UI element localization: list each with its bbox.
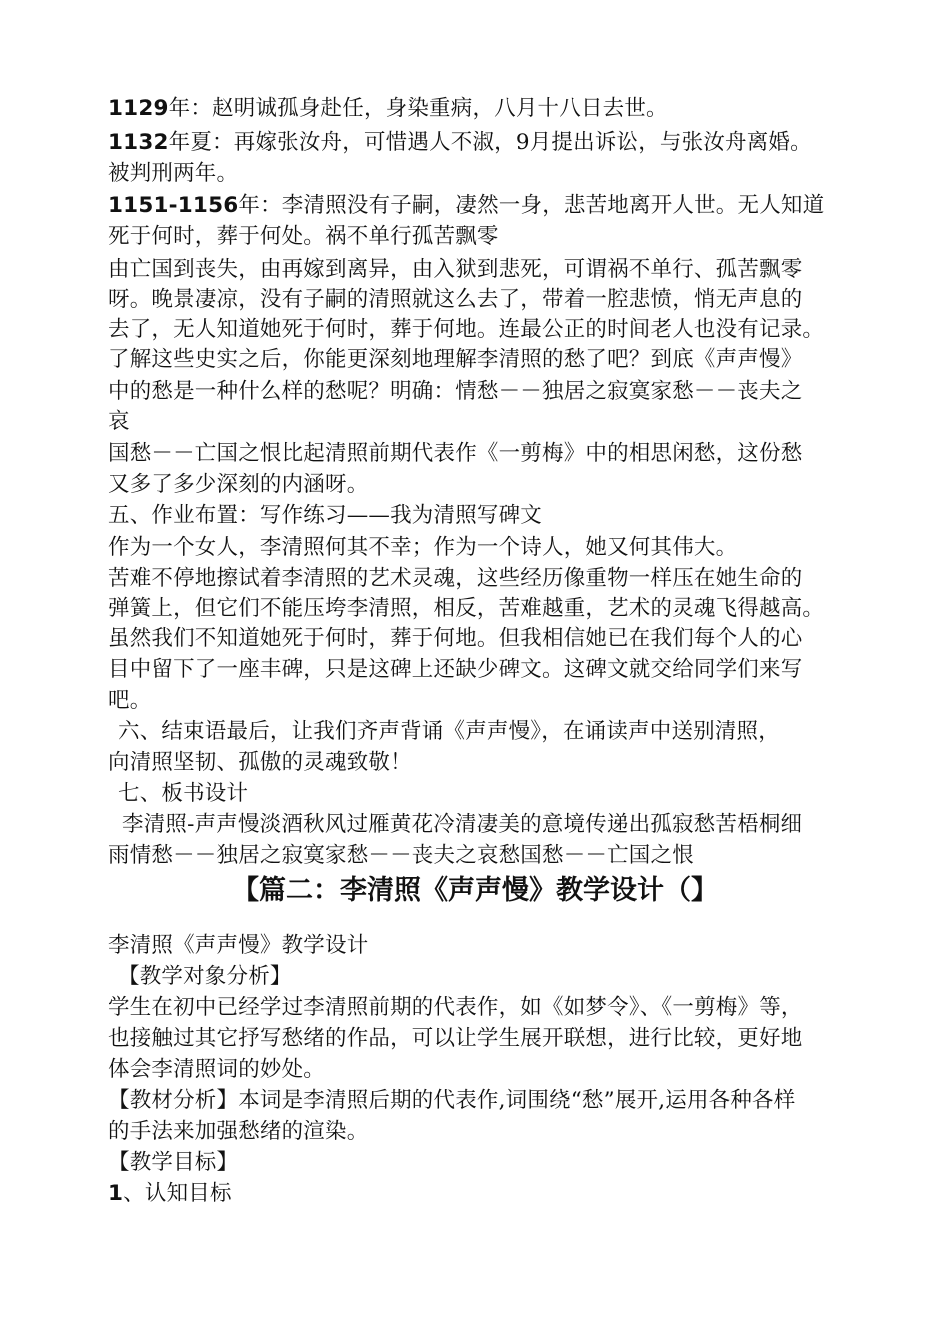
text-line: 吧。: [108, 688, 152, 713]
text-line: 国愁－－亡国之恨比起清照前期代表作《一剪梅》中的相思闲愁，这份愁: [108, 441, 803, 466]
text-line: 的手法来加强愁绪的渲染。: [108, 1119, 369, 1144]
text-line: 被判刑两年。: [108, 161, 239, 186]
text-line: 六、结束语最后，让我们齐声背诵《声声慢》，在诵读声中送别清照，: [118, 719, 780, 744]
text-line: 七、板书设计: [118, 781, 249, 806]
text-line: 学生在初中已经学过李清照前期的代表作，如《如梦令》、《一剪梅》等，: [108, 995, 803, 1020]
text-line: 目中留下了一座丰碑，只是这碑上还缺少碑文。这碑文就交给同学们来写: [108, 657, 803, 682]
text-line: 呀。晚景凄凉，没有子嗣的清照就这么去了，带着一腔悲愤，悄无声息的: [108, 287, 803, 312]
text-line: 作为一个女人，李清照何其不幸；作为一个诗人，她又何其伟大。: [108, 535, 738, 560]
text-line: 李清照《声声慢》教学设计: [108, 933, 369, 958]
text-line: 体会李清照词的妙处。: [108, 1057, 326, 1082]
text-line: 死于何时，葬于何处。祸不单行孤苦飘零: [108, 224, 499, 249]
text-line: 1129年：赵明诚孤身赴任，身染重病，八月十八日去世。: [108, 96, 668, 121]
text-line: 又多了多少深刻的内涵呀。: [108, 472, 369, 497]
text-line: 1、认知目标: [108, 1181, 232, 1206]
text-line: 苦难不停地擦试着李清照的艺术灵魂，这些经历像重物一样压在她生命的: [108, 566, 803, 591]
text-line: 雨情愁－－独居之寂寞家愁－－丧夫之哀愁国愁－－亡国之恨: [108, 843, 694, 868]
text-line: 李清照-声声慢淡酒秋风过雁黄花冷清凄美的意境传递出孤寂愁苦梧桐细: [122, 812, 803, 837]
text-line: 虽然我们不知道她死于何时，葬于何地。但我相信她已在我们每个人的心: [108, 626, 803, 651]
text-line: 了解这些史实之后，你能更深刻地理解李清照的愁了吧？到底《声声慢》: [108, 347, 803, 372]
text-line: 1151-1156年：李清照没有子嗣，凄然一身，悲苦地离开人世。无人知道: [108, 193, 825, 218]
text-line: 【教学对象分析】: [118, 964, 292, 989]
text-line: 去了，无人知道她死于何时，葬于何地。连最公正的时间老人也没有记录。: [108, 317, 825, 342]
text-line: 弹簧上，但它们不能压垮李清照，相反，苦难越重，艺术的灵魂飞得越高。: [108, 596, 825, 621]
section-heading: 【篇二：李清照《声声慢》教学设计（】: [232, 875, 718, 906]
text-line: 1132年夏：再嫁张汝舟，可惜遇人不淑，9月提出诉讼，与张汝舟离婚。: [108, 130, 812, 155]
text-line: 五、作业布置：写作练习——我为清照写碑文: [108, 503, 543, 528]
text-line: 向清照坚韧、孤傲的灵魂致敬！: [108, 750, 412, 775]
text-line: 也接触过其它抒写愁绪的作品，可以让学生展开联想，进行比较，更好地: [108, 1026, 803, 1051]
text-line: 哀: [108, 409, 130, 434]
text-line: 由亡国到丧失，由再嫁到离异，由入狱到悲死，可谓祸不单行、孤苦飘零: [108, 257, 803, 282]
text-line: 【教学目标】: [108, 1150, 239, 1175]
text-line: 中的愁是一种什么样的愁呢？明确：情愁－－独居之寂寞家愁－－丧夫之: [108, 379, 803, 404]
text-line: 【教材分析】本词是李清照后期的代表作,词围绕“愁”展开,运用各种各样: [108, 1088, 796, 1113]
